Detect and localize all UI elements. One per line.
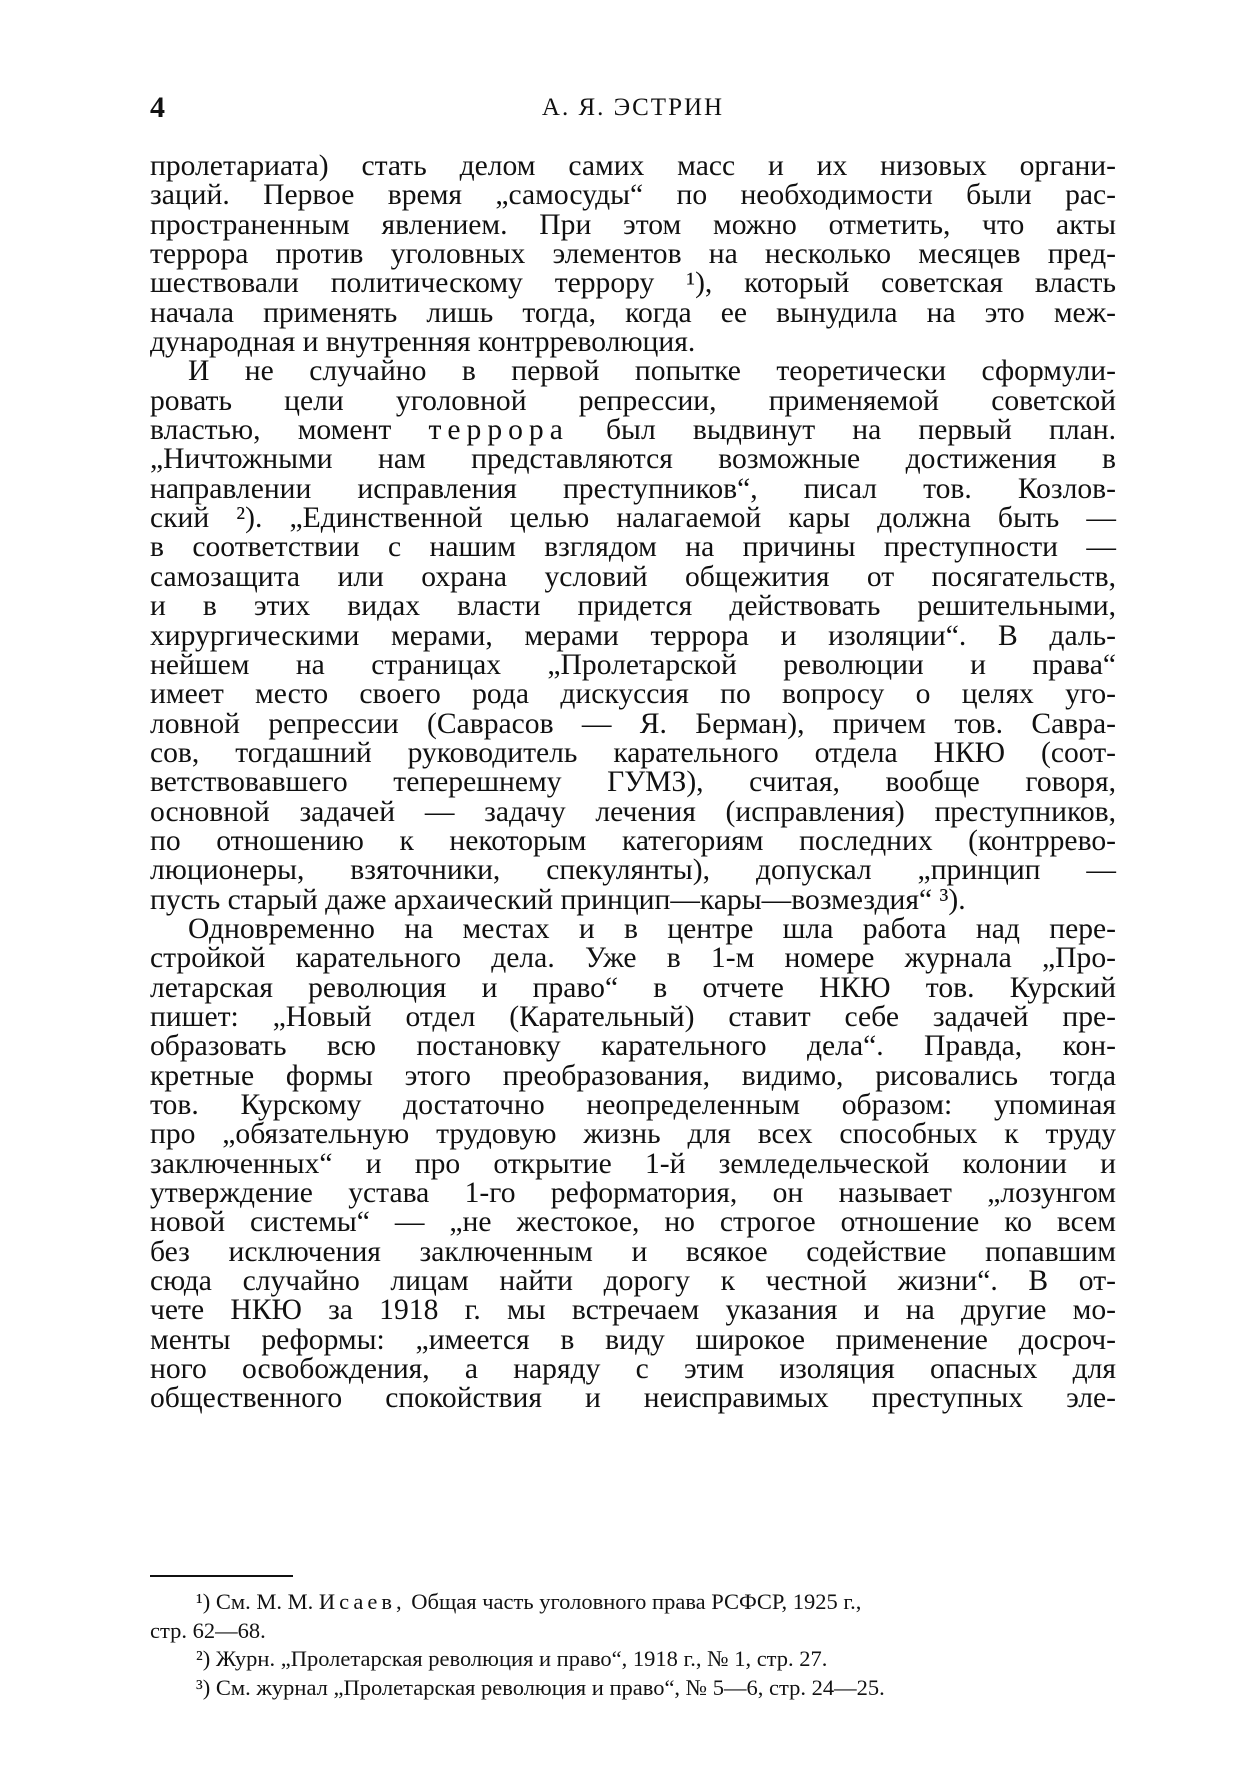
footnote-text: Общая часть уголовного права РСФСР, 1925 г.,: [411, 1589, 862, 1614]
text-line: сов, тогдашний руководитель карательного отдела НКЮ (соот-: [150, 736, 1116, 769]
text-line: заций. Первое время „самосуды“ по необходимости были рас-: [150, 179, 1116, 212]
footnote-marker: ²): [196, 1646, 211, 1671]
text-line: [150, 416, 1116, 445]
text-line: менты реформы: „имеется в виду широкое применение досроч-: [150, 1323, 1116, 1356]
text-segment: был выдвинут на первый план.: [606, 414, 1116, 447]
paragraph-2: [150, 357, 1116, 915]
footnote-text: См. М. М.: [215, 1589, 314, 1614]
text-line: люционеры, взяточники, спекулянты), допускал „принцип —: [150, 854, 1116, 887]
footnote-marker: ³): [196, 1674, 211, 1700]
text-line: образовать всю постановку карательного дела“. Правда, кон-: [150, 1030, 1116, 1063]
footnote-2: [150, 1645, 1116, 1674]
text-line: пролетариата) стать делом самих масс и их низовых органи-: [150, 150, 1116, 182]
page-header: [150, 88, 1116, 128]
page-number: 4: [150, 91, 165, 124]
text-line: ский ²). „Единственной целью налагаемой кары должна быть —: [150, 502, 1116, 535]
text-line: шествовали политическому террору ¹), который советская власть: [150, 267, 1116, 300]
text-line: хирургическими мерами, мерами террора и изоляции“. В даль-: [150, 619, 1116, 652]
text-line: общественного спокойствия и неисправимых преступных эле-: [150, 1382, 1116, 1415]
text-line: имеет место своего рода дискуссия по вопросу о целях уго-: [150, 678, 1116, 711]
text-line: пишет: „Новый отдел (Карательный) ставит себе задачей пре-: [150, 1000, 1116, 1033]
text-line: И не случайно в первой попытке теоретически сформули-: [188, 355, 1116, 388]
text-line: пространенным явлением. При этом можно отметить, что акты: [150, 208, 1116, 241]
text-line: в соответствии с нашим взглядом на причины преступности —: [150, 531, 1116, 564]
footnote-1-continuation: стр. 62—68.: [150, 1617, 266, 1643]
text-line: тов. Курскому достаточно неопределенным образом: упоминая: [150, 1089, 1116, 1121]
footnote-3: [150, 1674, 1116, 1703]
footnote-text: Журн. „Пролетарская революция и право“, 1918 г., № 1, стр. 27.: [215, 1646, 828, 1671]
text-line: утверждение устава 1-го реформатория, он называет „лозунгом: [150, 1177, 1116, 1210]
paragraph-1: [150, 152, 1116, 357]
text-line: чете НКЮ за 1918 г. мы встречаем указания и на другие мо-: [150, 1294, 1116, 1327]
text-line: без исключения заключенным и всякое содействие попавшим: [150, 1235, 1116, 1268]
text-line: заключенных“ и про открытие 1-й земледельческой колонии и: [150, 1147, 1116, 1180]
text-line: основной задачей — задачу лечения (исправления) преступников,: [150, 795, 1116, 828]
text-line: стройкой карательного дела. Уже в 1-м номере журнала „Про-: [150, 942, 1116, 975]
text-line: „Ничтожными нам представляются возможные достижения в: [150, 443, 1116, 476]
text-line: пусть старый даже архаический принцип—кары—возмездия“ ³).: [150, 883, 966, 916]
text-line: по отношению к некоторым категориям последних (контррево-: [150, 824, 1116, 857]
text-line: дународная и внутренняя контрреволюция.: [150, 326, 696, 359]
text-line: самозащита или охрана условий общежития от посягательств,: [150, 560, 1116, 593]
text-segment: властью, момент: [150, 414, 392, 447]
text-line: и в этих видах власти придется действовать решительными,: [150, 590, 1116, 623]
footnote-text: См. журнал „Пролетарская революция и право“, № 5—6, стр. 24—25.: [215, 1674, 885, 1700]
text-line: ловной репрессии (Саврасов — Я. Берман), причем тов. Савра-: [150, 707, 1116, 740]
running-head: А. Я. ЭСТРИН: [541, 94, 725, 121]
text-line: начала применять лишь тогда, когда ее вынудила на это меж-: [150, 296, 1116, 329]
text-line: сюда случайно лицам найти дорогу к честной жизни“. В от-: [150, 1265, 1116, 1298]
paragraph-3: [150, 912, 1116, 1415]
footnotes: [150, 1588, 1116, 1702]
footnote-author: Исаев,: [318, 1589, 406, 1614]
text-line: про „обязательную трудовую жизнь для всех способных к труду: [150, 1118, 1116, 1151]
spaced-word: террора: [428, 414, 569, 447]
text-line: кретные формы этого преобразования, видимо, рисовались тогда: [150, 1059, 1116, 1092]
text-line: Одновременно на местах и в центре шла работа над пере-: [188, 912, 1116, 945]
footnote-divider: [150, 1575, 293, 1577]
text-line: террора против уголовных элементов на несколько месяцев пред-: [150, 238, 1116, 271]
text-line: нейшем на страницах „Пролетарской революции и права“: [150, 648, 1116, 681]
text-line: направлении исправления преступников“, писал тов. Козлов-: [150, 472, 1116, 505]
text-line: новой системы“ — „не жестокое, но строгое отношение ко всем: [150, 1206, 1116, 1239]
text-line: ветствовавшего теперешнему ГУМЗ), считая, вообще говоря,: [150, 766, 1116, 799]
text-line: ного освобождения, а наряду с этим изоляция опасных для: [150, 1353, 1116, 1386]
text-line: летарская революция и право“ в отчете НКЮ тов. Курский: [150, 971, 1116, 1004]
text-line: ровать цели уголовной репрессии, применяемой советской: [150, 384, 1116, 417]
footnote-1: [150, 1588, 1116, 1617]
body-text: [150, 152, 1116, 1414]
footnote-marker: ¹): [196, 1589, 211, 1614]
